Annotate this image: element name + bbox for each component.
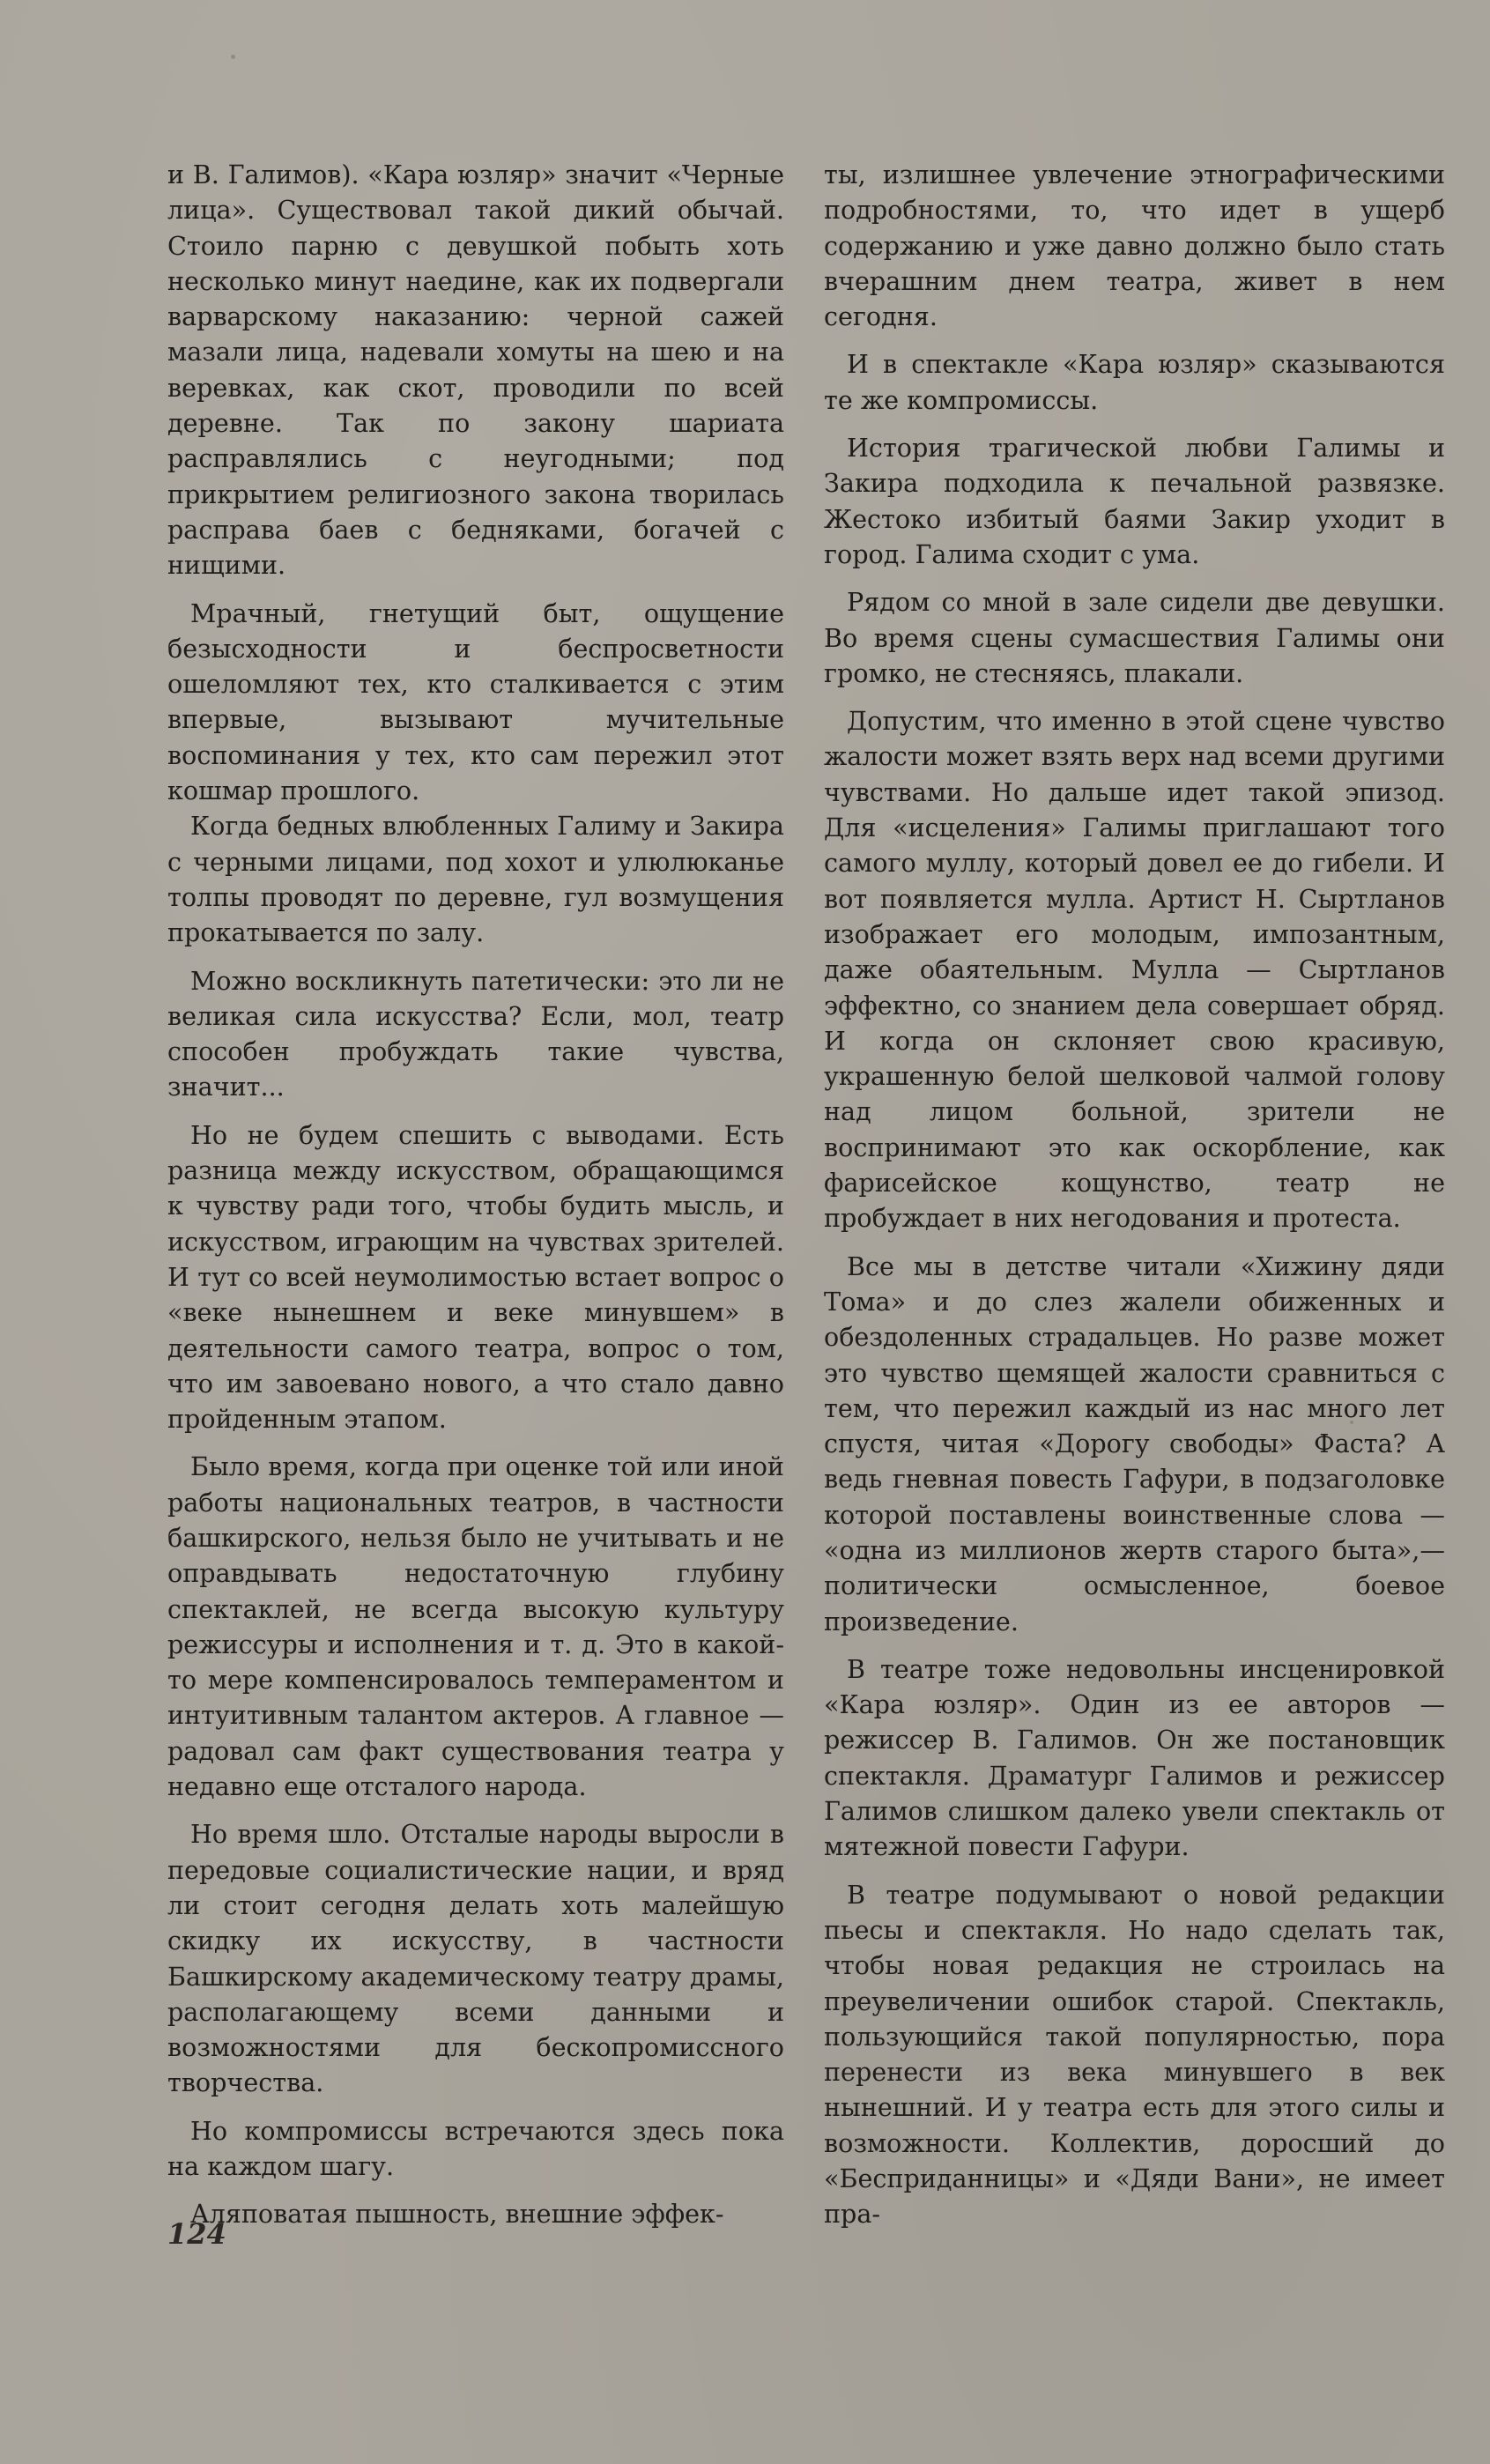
paragraph: ты, излишнее увлечение этнографическими подробностями, то, что идет в ущерб содержанию и уже давно должно было стать вчерашним днем театра, живет в нем сегодня. bbox=[824, 160, 1445, 332]
paragraph: Было время, когда при оценке той или иной работы национальных театров, в частности башкирского, нельзя было не учитывать и не оправдывать недостаточную глубину спектаклей, не всегда высокую культуру режиссуры и исполнения и т. д. Это в какой-то мере компенсировалось темпераментом и интуитивным талантом актеров. А главное — радовал сам факт существования театра у недавно еще отсталого народа. bbox=[167, 1451, 784, 1802]
left-column bbox=[167, 157, 784, 2232]
paragraph: Но не будем спешить с выводами. Есть разница между искусством, обращающимся к чувству ради того, чтобы будить мысль, и искусством, играющим на чувствах зрителей. И тут со всей неумолимостью встает вопрос о «веке нынешнем и веке минувшем» в деятельности самого театра, вопрос о том, что им завоевано нового, а что стало давно пройденным этапом. bbox=[167, 1119, 784, 1435]
paragraph: Можно воскликнуть патетически: это ли не великая сила искусства? Если, мол, театр способен пробуждать такие чувства, значит... bbox=[167, 965, 784, 1102]
paper-speck bbox=[231, 55, 235, 59]
paragraph: Все мы в детстве читали «Хижину дяди Тома» и до слез жалели обиженных и обездоленных страдальцев. Но разве может это чувство щемящей жалости сравниться с тем, что пережил каждый из нас много лет спустя, читая «Дорогу свободы» Фаста? А ведь гневная повесть Гафури, в подзаголовке которой поставлены воинственные слова — «одна из миллионов жертв старого быта»,— политически осмысленное, боевое произведение. bbox=[824, 1251, 1445, 1636]
paragraph: В театре тоже недовольны инсценировкой «Кара юзляр». Один из ее авторов — режиссер В. Галимов. Он же постановщик спектакля. Драматург Галимов и режиссер Галимов слишком далеко увели спектакль от мятежной повести Гафури. bbox=[824, 1653, 1445, 1862]
right-column bbox=[824, 157, 1445, 2232]
paragraph: Мрачный, гнетущий быт, ощущение безысходности и беспросветности ошеломляют тех, кто сталкивается с этим впервые, вызывают мучительные воспоминания у тех, кто сам пережил этот кошмар прошлого. bbox=[167, 597, 784, 806]
paragraph: История трагической любви Галимы и Закира подходила к печальной развязке. Жестоко избитый баями Закир уходит в город. Галима сходит с ума. bbox=[824, 433, 1445, 569]
paragraph: Но время шло. Отсталые народы выросли в передовые социалистические нации, и вряд ли стоит сегодня делать хоть малейшую скидку их искусству, в частности Башкирскому академическому театру драмы, располагающему всеми данными и возможностями для бескопромиссного творчества. bbox=[167, 1819, 784, 2098]
paragraph: Рядом со мной в зале сидели две девушки. Во время сцены сумасшествия Галимы они громко, не стесняясь, плакали. bbox=[824, 587, 1445, 688]
paragraph: Когда бедных влюбленных Галиму и Закира с черными лицами, под хохот и улюлюканье толпы проводят по деревне, гул возмущения прокатывается по залу. bbox=[167, 811, 784, 948]
paragraph: Но компромиссы встречаются здесь пока на каждом шагу. bbox=[167, 2115, 784, 2182]
page-number: 124 bbox=[167, 2217, 226, 2251]
paragraph: И в спектакле «Кара юзляр» сказываются те же компромиссы. bbox=[824, 349, 1445, 415]
paragraph: и В. Галимов). «Кара юзляр» значит «Черные лица». Существовал такой дикий обычай. Стоило парню с девушкой побыть хоть несколько минут наедине, как их подвергали варварскому наказанию: черной сажей мазали лица, надевали хомуты на шею и на веревках, как скот, проводили по всей деревне. Так по закону шариата расправлялись с неугодными; под прикрытием религиозного закона творилась расправа баев с бедняками, богачей с нищими. bbox=[167, 160, 784, 581]
paragraph: В театре подумывают о новой редакции пьесы и спектакля. Но надо сделать так, чтобы новая редакция не строилась на преувеличении ошибок старой. Спектакль, пользующийся такой популярностью, пора перенести из века минувшего в век нынешний. И у театра есть для этого силы и возможности. Коллектив, доросший до «Бесприданницы» и «Дяди Вани», не имеет пра- bbox=[824, 1879, 1445, 2230]
paragraph: Допустим, что именно в этой сцене чувство жалости может взять верх над всеми другими чувствами. Но дальше идет такой эпизод. Для «исцеления» Галимы приглашают того самого муллу, который довел ее до гибели. И вот появляется мулла. Артист Н. Сыртланов изображает его молодым, импозантным, даже обаятельным. Мулла — Сыртланов эффектно, со знанием дела совершает обряд. И когда он склоняет свою красивую, украшенную белой шелковой чалмой голову над лицом больной, зрители не воспринимают это как оскорбление, как фарисейское кощунство, театр не пробуждает в них негодования и протеста. bbox=[824, 706, 1445, 1234]
paragraph: Аляповатая пышность, внешние эффек- bbox=[190, 2199, 724, 2230]
